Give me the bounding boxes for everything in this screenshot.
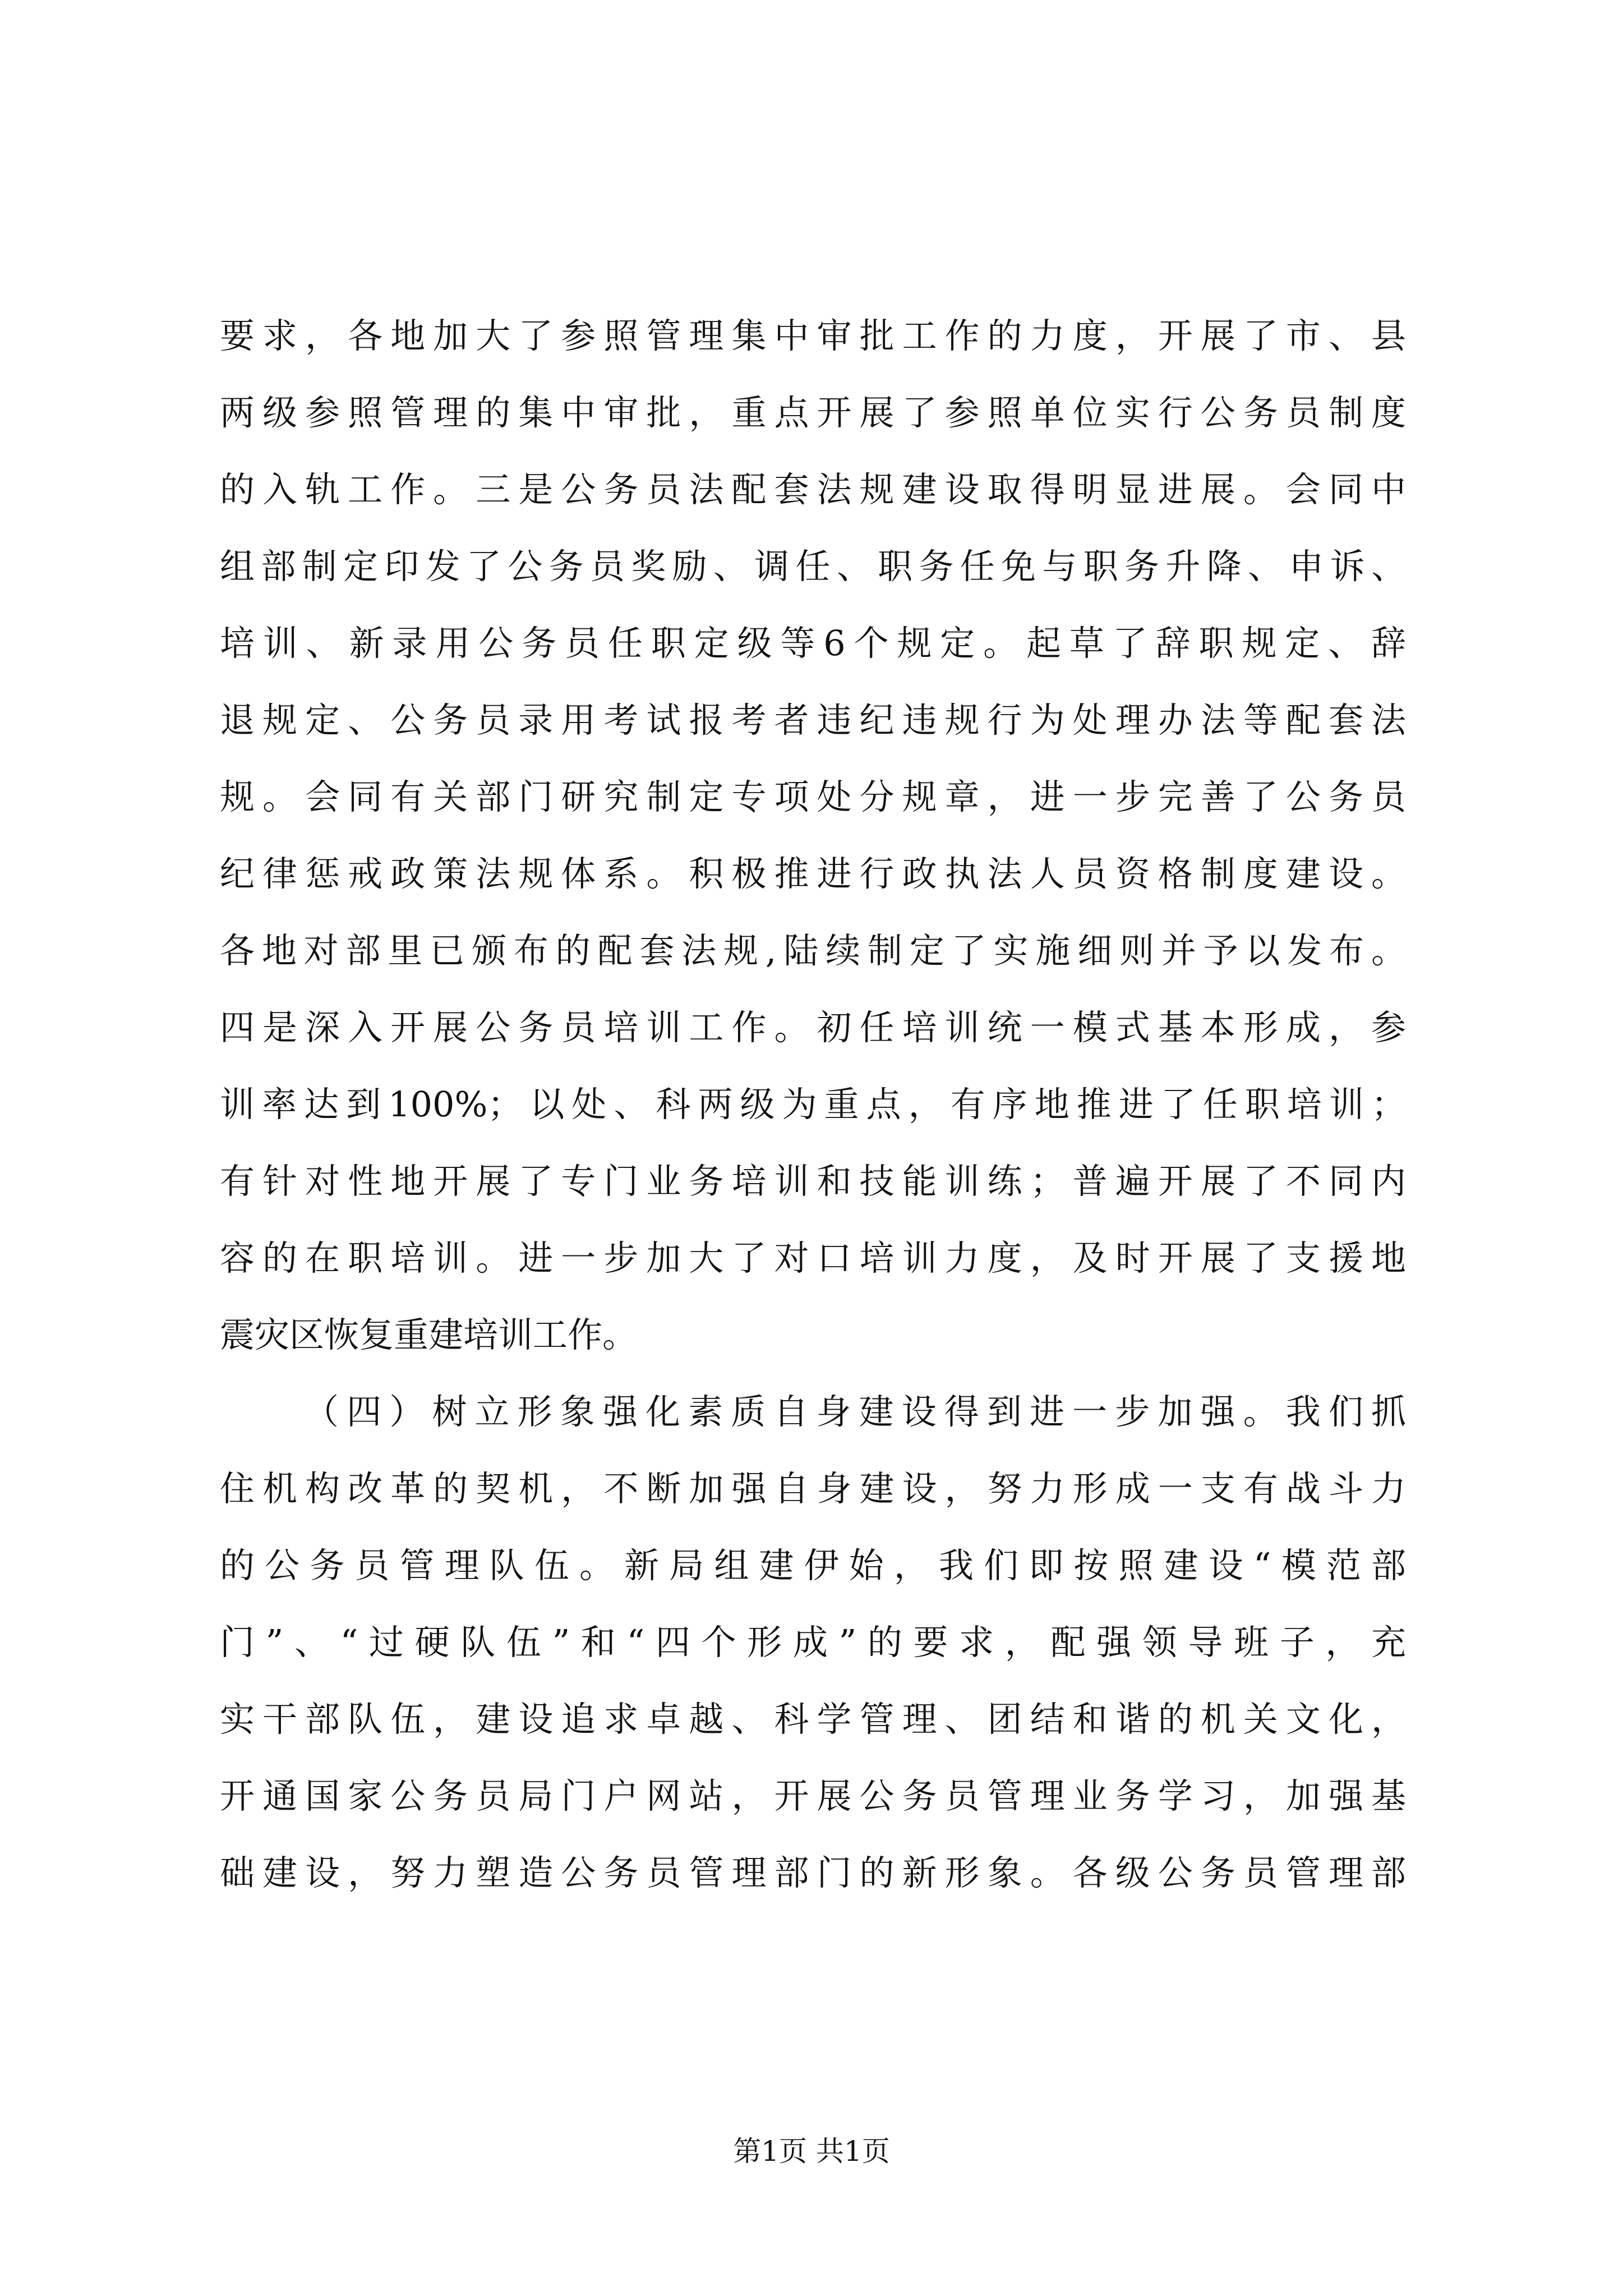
text-line: 退规定、公务员录用考试报考者违纪违规行为处理办法等配套法 [220, 700, 1406, 740]
text-line: 有针对性地开展了专门业务培训和技能训练；普遍开展了不同内 [220, 1161, 1406, 1202]
text-line: 要求，各地加大了参照管理集中审批工作的力度，开展了市、县 [220, 315, 1406, 356]
text-line: 震灾区恢复重建培训工作。 [220, 1314, 638, 1355]
text-line: 实干部队伍，建设追求卓越、科学管理、团结和谐的机关文化， [220, 1699, 1406, 1740]
body-text [220, 297, 1406, 1911]
text-line: 门”、“过硬队伍”和“四个形成”的要求，配强领导班子，充 [220, 1622, 1406, 1663]
text-line: 容的在职培训。进一步加大了对口培训力度，及时开展了支援地 [220, 1237, 1406, 1278]
text-line: 开通国家公务员局门户网站，开展公务员管理业务学习，加强基 [220, 1775, 1406, 1816]
text-line: 各地对部里已颁布的配套法规,陆续制定了实施细则并予以发布。 [220, 930, 1406, 971]
text-line: 培训、新录用公务员任职定级等6个规定。起草了辞职规定、辞 [220, 623, 1406, 664]
text-line: 两级参照管理的集中审批，重点开展了参照单位实行公务员制度 [220, 392, 1406, 433]
text-line: 四是深入开展公务员培训工作。初任培训统一模式基本形成，参 [220, 1007, 1406, 1048]
text-line: 的入轨工作。三是公务员法配套法规建设取得明显进展。会同中 [220, 469, 1406, 510]
text-line-indented: （四）树立形象强化素质自身建设得到进一步加强。我们抓 [304, 1391, 1406, 1432]
text-line: 组部制定印发了公务员奖励、调任、职务任免与职务升降、申诉、 [220, 546, 1406, 587]
text-line: 纪律惩戒政策法规体系。积极推进行政执法人员资格制度建设。 [220, 853, 1406, 894]
text-line: 规。会同有关部门研究制定专项处分规章，进一步完善了公务员 [220, 776, 1406, 817]
text-line: 的公务员管理队伍。新局组建伊始，我们即按照建设“模范部 [220, 1545, 1406, 1586]
text-line: 础建设，努力塑造公务员管理部门的新形象。各级公务员管理部 [220, 1852, 1406, 1893]
text-line: 训率达到100%；以处、科两级为重点，有序地推进了任职培训； [220, 1084, 1406, 1125]
text-line: 住机构改革的契机，不断加强自身建设，努力形成一支有战斗力 [220, 1468, 1406, 1509]
page-number-footer: 第1页 共1页 [733, 2135, 890, 2168]
